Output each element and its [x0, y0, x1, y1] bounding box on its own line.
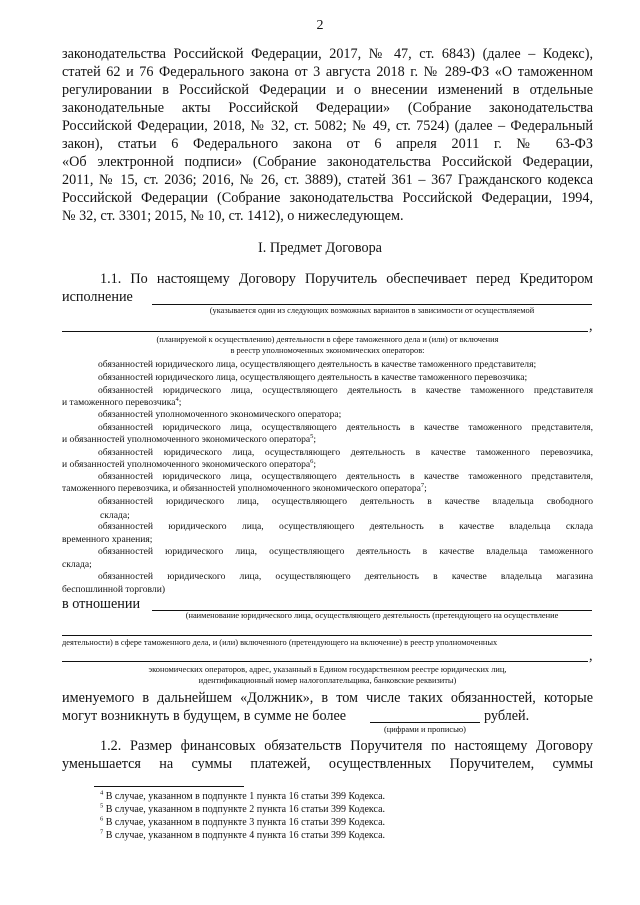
intro-line: статей 62 и 76 Федерального закона от 3 августа 2018 г. № 289-ФЗ «О таможенном: [62, 64, 593, 80]
execution-label: исполнение: [62, 289, 133, 305]
currency-label: рублей.: [484, 708, 530, 724]
debtor-hint-4: идентификационный номер налогоплательщика, банковские реквизиты): [198, 676, 457, 685]
option-item-cont: и таможенного перевозчика$^4$;: [62, 395, 182, 408]
option-item: обязанностей юридического лица, осуществляющего деятельность в качестве таможенного представителя: [98, 385, 593, 396]
intro-line: регулировании в Российской Федерации и о внесении изменений в отдельные: [62, 82, 593, 98]
comma: ,: [589, 648, 593, 664]
intro-line: Российской Федерации, 2018, № 32, ст. 5082; № 49, ст. 7524) (далее – Федеральный: [62, 118, 593, 134]
intro-line: 2011, № 15, ст. 2036; 2016, № 26, ст. 3889), статей 361 – 367 Гражданского кодекса: [62, 172, 593, 188]
clause-1-1-line: 1.1. По настоящему Договору Поручитель обеспечивает перед Кредитором: [100, 271, 593, 287]
debtor-line: именуемого в дальнейшем «Должник», в том числе таких обязанностей, которые: [62, 690, 593, 706]
footnote: $^6$ В случае, указанном в подпункте 3 пункта 16 статьи 399 Кодекса.: [100, 815, 386, 828]
option-item-cont: временного хранения;: [62, 534, 153, 545]
option-item: обязанностей юридического лица, осуществляющего деятельность в качестве владельца склада: [98, 521, 593, 532]
obligation-blank-line-2[interactable]: [62, 331, 588, 332]
intro-line: законодательные акты Российской Федерации» (Собрание законодательства: [62, 100, 593, 116]
obligation-hint-3: в реестр уполномоченных экономических операторов:: [230, 346, 425, 355]
footnote-separator: [94, 786, 244, 787]
intro-line: законодательства Российской Федерации, 2017, № 47, ст. 6843) (далее – Кодекс),: [62, 46, 593, 62]
option-item-cont: таможенного перевозчика, и обязанностей уполномоченного экономического оператора$^7$;: [62, 481, 427, 494]
option-item: обязанностей юридического лица, осуществляющего деятельность в качестве владельца свободного: [98, 496, 593, 507]
section-title: I. Предмет Договора: [258, 240, 382, 256]
intro-line: № 32, ст. 3301; 2015, № 10, ст. 1412), о нижеследующем.: [62, 208, 404, 224]
option-item: обязанностей юридического лица, осуществляющего деятельность в качестве таможенного перевозчика,: [98, 447, 593, 458]
intro-line: закон), статьи 6 Федерального закона от 6 апреля 2011 г. № 63-ФЗ: [62, 136, 593, 152]
option-item: обязанностей юридического лица, осуществляющего деятельность в качестве таможенного представителя,: [98, 471, 593, 482]
debtor-hint-2: деятельности) в сфере таможенного дела, и (или) включенного (претендующего на включение) в реестр уполномоченных: [62, 638, 498, 647]
option-item-cont: и обязанностей уполномоченного экономического оператора$^6$;: [62, 457, 317, 470]
option-item: обязанностей юридического лица, осуществляющего деятельность в качестве владельца магазина: [98, 571, 593, 582]
footnote: $^4$ В случае, указанном в подпункте 1 пункта 16 статьи 399 Кодекса.: [100, 789, 386, 802]
clause-1-2-line: 1.2. Размер финансовых обязательств Поручителя по настоящему Договору: [100, 738, 593, 754]
page-number: 2: [316, 18, 324, 33]
option-item: обязанностей юридического лица, осуществляющего деятельность в качестве таможенного перевозчика;: [98, 372, 528, 383]
amount-hint: (цифрами и прописью): [384, 725, 466, 734]
debtor-hint-3: экономических операторов, адрес, указанный в Едином государственном реестре юридических лиц,: [148, 665, 507, 674]
option-item-cont: беспошлинной торговли): [62, 584, 166, 595]
option-item: обязанностей юридического лица, осуществляющего деятельность в качестве таможенного представителя;: [98, 359, 537, 370]
relation-label: в отношении: [62, 596, 141, 612]
intro-line: Российской Федерации (Собрание законодательства Российской Федерации, 1994,: [62, 190, 593, 206]
obligation-hint: (указывается один из следующих возможных вариантов в зависимости от осуществляемой: [209, 306, 535, 315]
amount-blank-line[interactable]: [370, 722, 480, 723]
amount-label: могут возникнуть в будущем, в сумме не более: [62, 708, 347, 724]
footnote: $^5$ В случае, указанном в подпункте 2 пункта 16 статьи 399 Кодекса.: [100, 802, 386, 815]
debtor-blank-line-3[interactable]: [62, 661, 588, 662]
option-item: обязанностей уполномоченного экономического оператора;: [98, 409, 342, 420]
clause-1-2-line: уменьшается на суммы платежей, осуществленных Поручителем, суммы: [62, 756, 593, 772]
option-item: обязанностей юридического лица, осуществляющего деятельность в качестве владельца таможенного: [98, 546, 593, 557]
obligation-hint-2: (планируемой к осуществлению) деятельности в сфере таможенного дела и (или) от включения: [156, 335, 499, 344]
debtor-hint-1: (наименование юридического лица, осуществляющего деятельность (претендующего на осуществление: [185, 611, 559, 620]
option-item-cont: склада;: [62, 559, 92, 570]
debtor-blank-line-2[interactable]: [62, 635, 592, 636]
option-item-cont: и обязанностей уполномоченного экономического оператора$^5$;: [62, 432, 317, 445]
obligation-blank-line[interactable]: [152, 304, 592, 305]
intro-line: «Об электронной подписи» (Собрание законодательства Российской Федерации,: [62, 154, 593, 170]
comma: ,: [589, 318, 593, 334]
option-item: обязанностей юридического лица, осуществляющего деятельность в качестве таможенного представителя,: [98, 422, 593, 433]
option-item-cont: склада;: [100, 510, 130, 521]
footnote: $^7$ В случае, указанном в подпункте 4 пункта 16 статьи 399 Кодекса.: [100, 828, 386, 841]
